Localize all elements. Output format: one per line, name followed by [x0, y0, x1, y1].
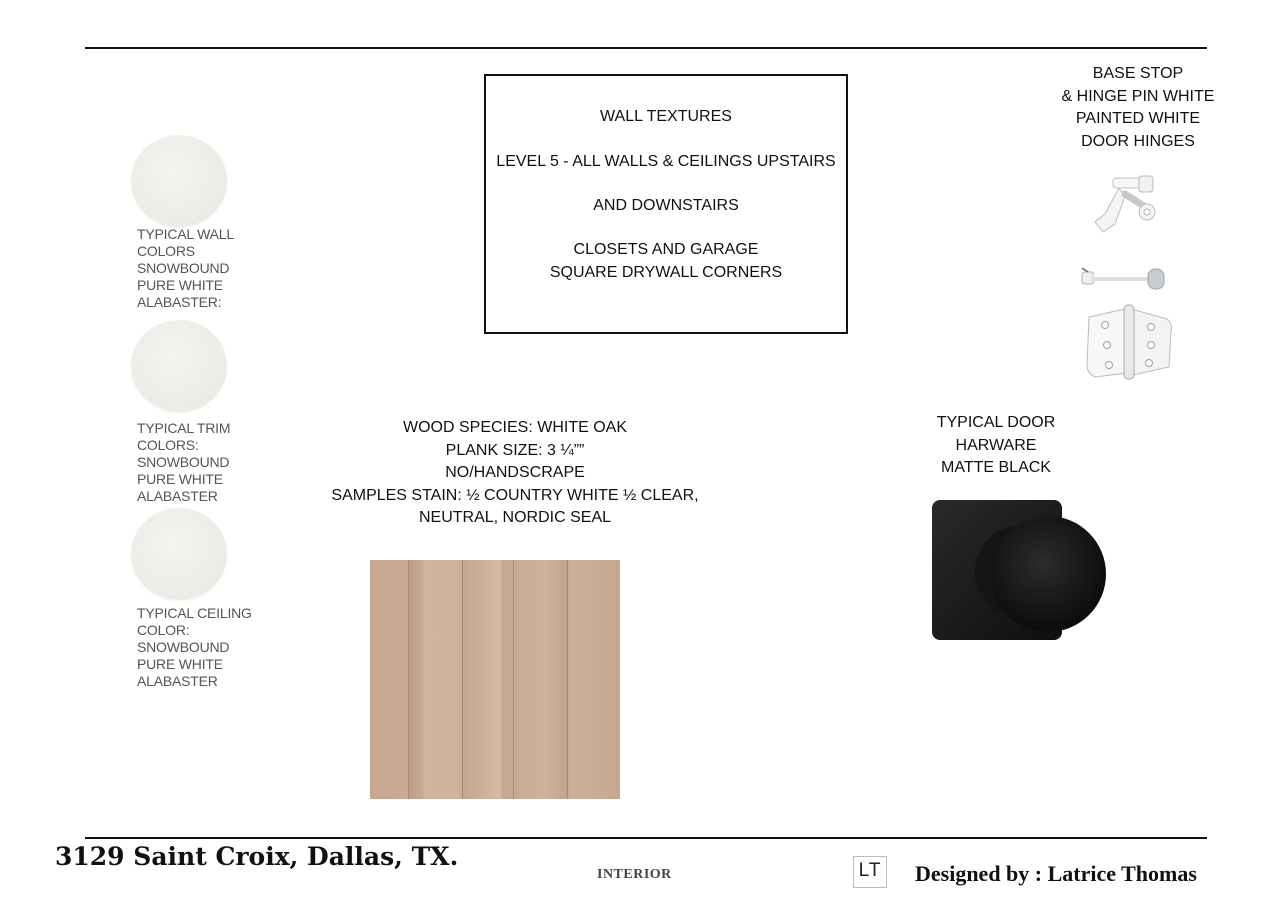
hinge-pin-stop-image: [1085, 172, 1160, 240]
wall-color-line: PURE WHITE: [137, 277, 223, 293]
ceiling-color-line: COLOR:: [137, 622, 190, 638]
section-label: INTERIOR: [597, 867, 672, 882]
wall-textures-line: SQUARE DRYWALL CORNERS: [549, 264, 783, 281]
wall-textures-line: LEVEL 5 - ALL WALLS & CEILINGS UPSTAIRS: [496, 153, 836, 170]
trim-color-label: [137, 420, 230, 505]
hinge-spec-line: BASE STOP: [1092, 65, 1184, 82]
knob-face: [990, 516, 1106, 632]
wall-color-label: [137, 226, 234, 311]
trim-color-line: SNOWBOUND: [137, 454, 230, 470]
trim-color-line: COLORS:: [137, 437, 199, 453]
wall-textures-box: [484, 74, 848, 334]
wood-spec-line: NEUTRAL, NORDIC SEAL: [418, 509, 612, 526]
wood-spec-text: [315, 417, 715, 530]
wood-spec-line: PLANK SIZE: 3 ¼””: [445, 441, 585, 459]
door-hinge-image: [1083, 303, 1175, 383]
hinge-spec-line: PAINTED WHITE: [1075, 110, 1201, 127]
hinge-spec-line: DOOR HINGES: [1081, 132, 1195, 150]
door-hardware-line: TYPICAL DOOR: [936, 414, 1056, 431]
wall-color-line: SNOWBOUND: [137, 260, 230, 276]
wall-color-line: COLORS: [137, 243, 195, 259]
door-hardware-text: [906, 412, 1086, 480]
wood-spec-line: SAMPLES STAIN: ½ COUNTRY WHITE ½ CLEAR,: [331, 486, 699, 504]
wall-textures-title: WALL TEXTURES: [600, 108, 732, 125]
wood-spec-line: WOOD SPECIES: WHITE OAK: [402, 419, 628, 436]
ceiling-color-line: PURE WHITE: [137, 656, 223, 672]
white-oak-sample-image: [370, 560, 620, 799]
trim-paint-swatch: [131, 320, 227, 412]
ceiling-color-line: TYPICAL CEILING: [137, 605, 252, 621]
base-stop-image: [1078, 262, 1168, 294]
wall-paint-swatch: [131, 135, 227, 227]
bottom-rule: [85, 837, 1207, 839]
hinge-spec-line: & HINGE PIN WHITE: [1061, 87, 1215, 105]
wood-spec-line: NO/HANDSCRAPE: [445, 464, 585, 481]
wall-textures-line: AND DOWNSTAIRS: [593, 197, 739, 214]
hinge-spec-text: [1048, 63, 1228, 153]
door-hardware-line: HARWARE: [955, 436, 1037, 454]
wall-color-line: TYPICAL WALL: [137, 226, 234, 242]
door-hardware-line: MATTE BLACK: [941, 459, 1051, 476]
trim-color-line: TYPICAL TRIM: [137, 420, 231, 436]
project-address: 3129 Saint Croix, Dallas, TX.: [55, 842, 459, 871]
ceiling-color-line: ALABASTER: [137, 673, 218, 689]
trim-color-line: PURE WHITE: [137, 471, 223, 487]
ceiling-color-label: [137, 605, 252, 690]
wall-color-line: ALABASTER:: [137, 294, 222, 310]
ceiling-color-line: SNOWBOUND: [137, 639, 230, 655]
top-rule: [85, 47, 1207, 49]
trim-color-line: ALABASTER: [137, 488, 218, 504]
wall-textures-line: CLOSETS AND GARAGE: [573, 241, 759, 258]
ceiling-paint-swatch: [131, 508, 227, 600]
designer-logo: LT: [853, 856, 887, 888]
designer-credit: Designed by : Latrice Thomas: [915, 861, 1197, 886]
